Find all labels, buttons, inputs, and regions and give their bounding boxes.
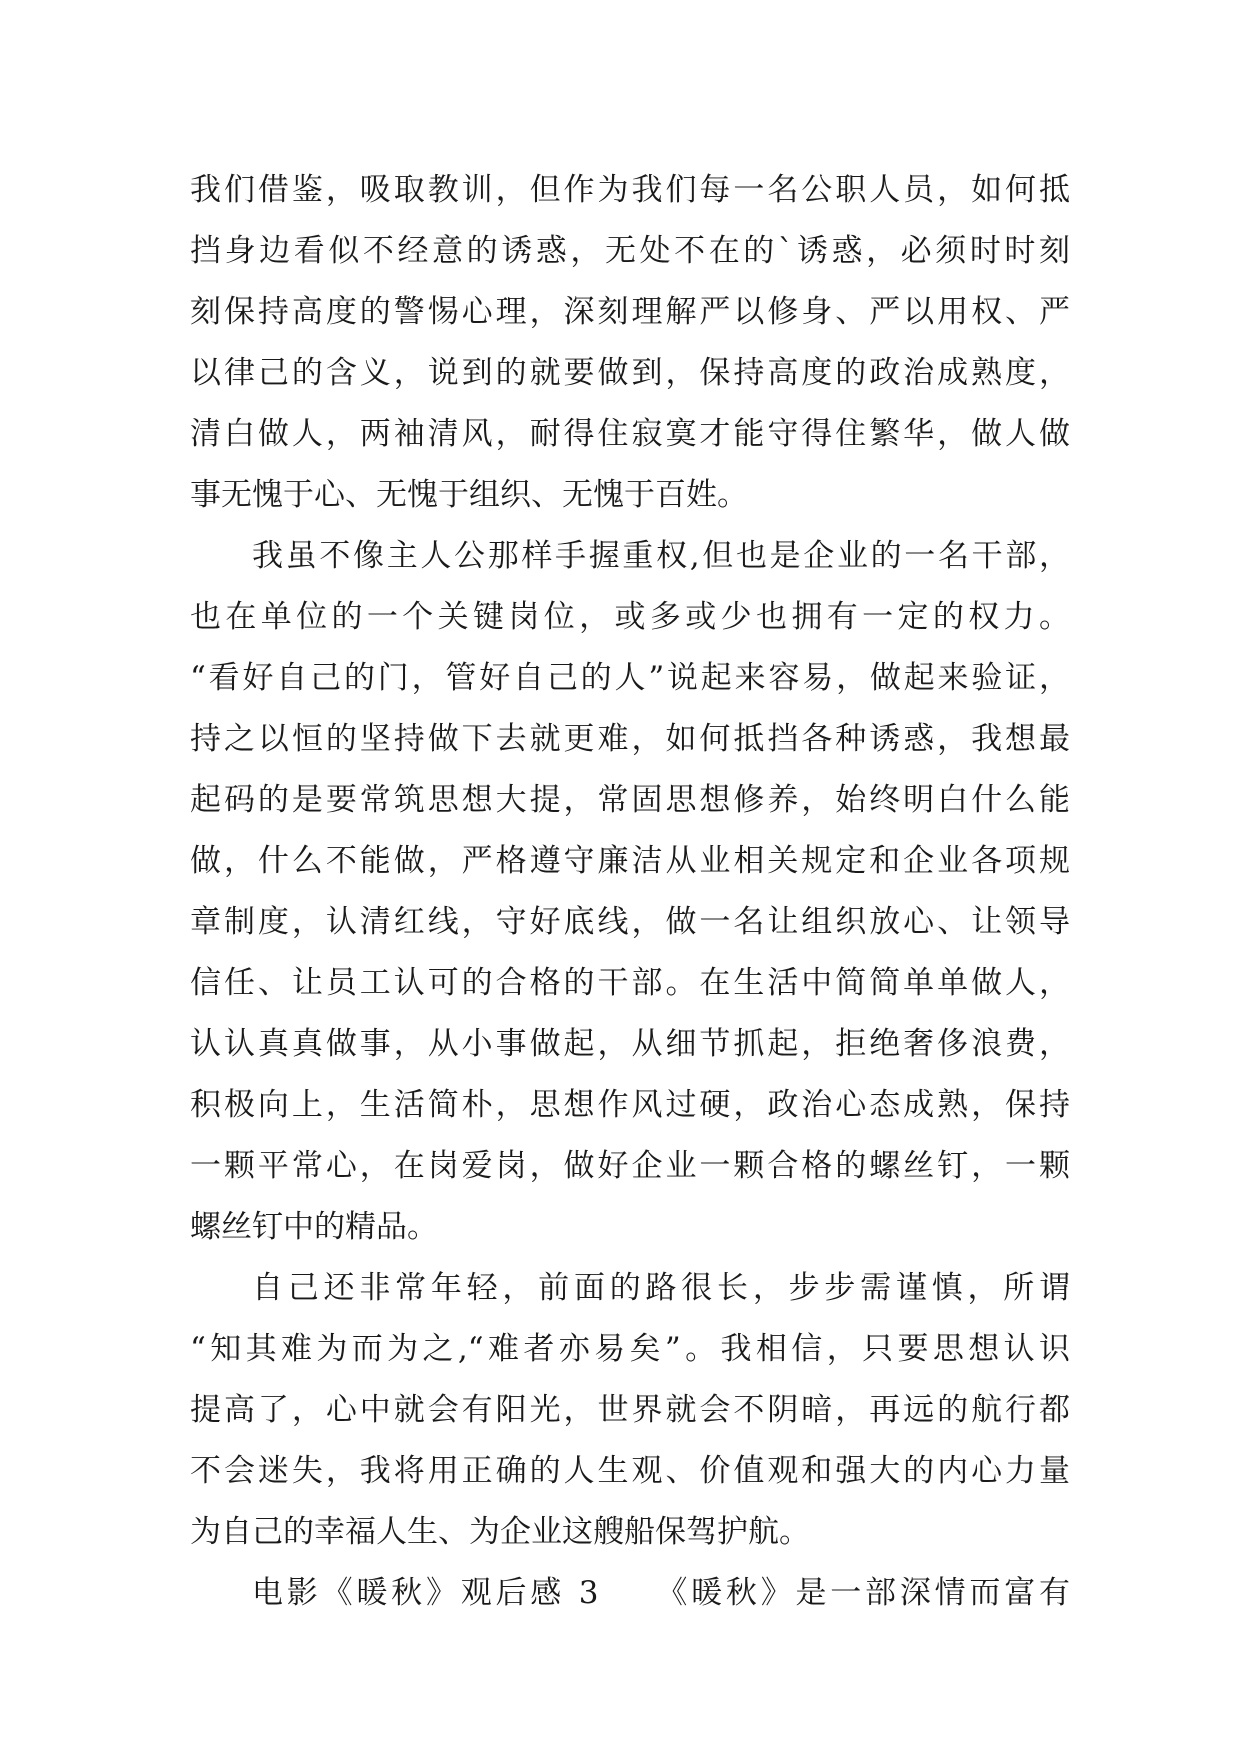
text-line: 以律己的含义，说到的就要做到，保持高度的政治成熟度， [190,355,1070,391]
text-line: 也在单位的一个关键岗位，或多或少也拥有一定的权力。 [190,599,1070,635]
text-line: 电影《暖秋》观后感 3 《暖秋》是一部深情而富有 [252,1575,1070,1611]
text-line: 信任、让员工认可的合格的干部。在生活中简简单单做人， [190,965,1070,1001]
text-line: 螺丝钉中的精品。 [190,1209,438,1245]
text-line: 不会迷失，我将用正确的人生观、价值观和强大的内心力量 [190,1453,1070,1489]
text-line: 刻保持高度的警惕心理，深刻理解严以修身、严以用权、严 [190,294,1070,330]
text-line: “知其难为而为之,“难者亦易矣”。我相信，只要思想认识 [190,1331,1070,1367]
text-line: 事无愧于心、无愧于组织、无愧于百姓。 [190,477,748,513]
text-line: 我们借鉴，吸取教训，但作为我们每一名公职人员，如何抵 [190,172,1070,208]
text-line: 自己还非常年轻，前面的路很长，步步需谨慎，所谓 [252,1270,1070,1306]
text-line: 起码的是要常筑思想大提，常固思想修养，始终明白什么能 [190,782,1070,818]
paragraph [190,160,1070,526]
text-line: 我虽不像主人公那样手握重权,但也是企业的一名干部， [252,538,1070,574]
text-line: 做，什么不能做，严格遵守廉洁从业相关规定和企业各项规 [190,843,1070,879]
text-line: 认认真真做事，从小事做起，从细节抓起，拒绝奢侈浪费， [190,1026,1070,1062]
document-body [190,160,1070,1624]
text-line: 持之以恒的坚持做下去就更难，如何抵挡各种诱惑，我想最 [190,721,1070,757]
text-line: 清白做人，两袖清风，耐得住寂寞才能守得住繁华，做人做 [190,416,1070,452]
text-line: 为自己的幸福人生、为企业这艘船保驾护航。 [190,1514,810,1550]
text-line: 挡身边看似不经意的诱惑，无处不在的`诱惑，必须时时刻 [190,233,1070,269]
paragraph [190,1258,1070,1563]
paragraph [190,1563,1070,1624]
text-line: 一颗平常心，在岗爱岗，做好企业一颗合格的螺丝钉，一颗 [190,1148,1070,1184]
text-line: 提高了，心中就会有阳光，世界就会不阴暗，再远的航行都 [190,1392,1070,1428]
text-line: “看好自己的门，管好自己的人”说起来容易，做起来验证， [190,660,1070,696]
text-line: 章制度，认清红线，守好底线，做一名让组织放心、让领导 [190,904,1070,940]
paragraph [190,526,1070,1258]
text-line: 积极向上，生活简朴，思想作风过硬，政治心态成熟，保持 [190,1087,1070,1123]
